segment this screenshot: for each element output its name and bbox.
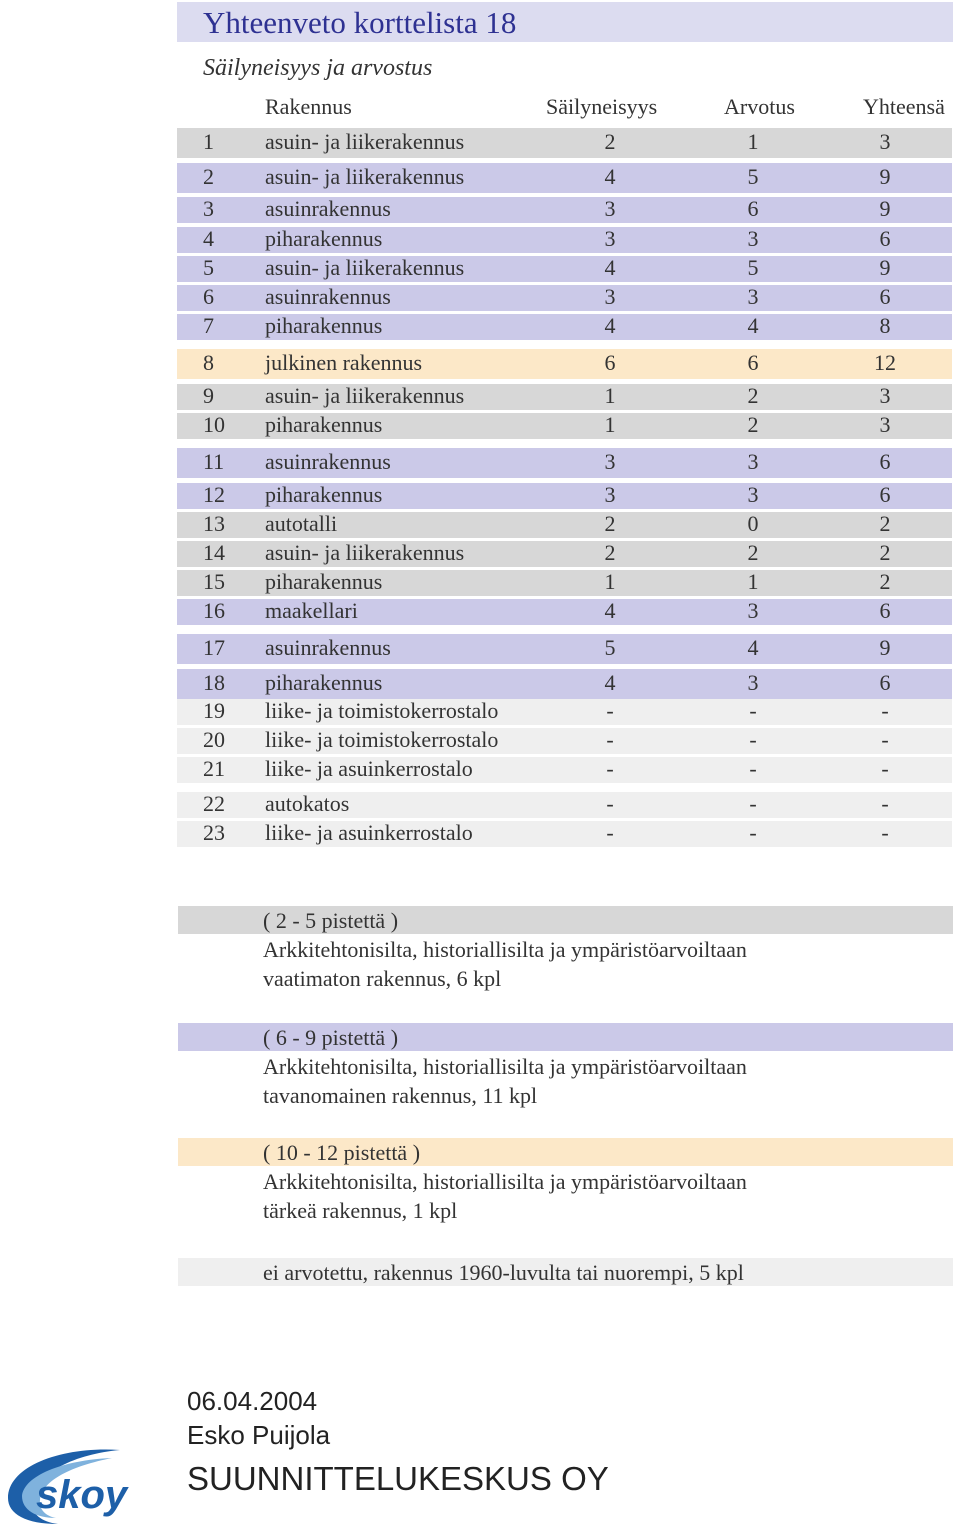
valuation-value: 1 xyxy=(747,569,759,594)
total-value: 2 xyxy=(879,569,891,594)
total-value: 6 xyxy=(879,670,891,695)
legend-text: ( 2 - 5 pistettä ) xyxy=(263,908,399,933)
preservation-value: 3 xyxy=(604,284,616,309)
row-number: 20 xyxy=(203,727,225,752)
preservation-value: 3 xyxy=(604,482,616,507)
building-name: liike- ja toimistokerrostalo xyxy=(265,727,499,752)
row-number: 16 xyxy=(203,598,225,623)
table-row xyxy=(177,163,952,193)
row-number: 11 xyxy=(203,449,225,474)
building-name: julkinen rakennus xyxy=(265,350,423,375)
building-name: liike- ja asuinkerrostalo xyxy=(265,820,473,845)
total-value: 2 xyxy=(879,540,891,565)
header-valuation: Arvotus xyxy=(724,94,795,119)
building-name: asuin- ja liikerakennus xyxy=(265,129,465,154)
valuation-value: 5 xyxy=(747,164,759,189)
preservation-value: 4 xyxy=(604,164,616,189)
skoy-logo-icon xyxy=(2,1438,152,1528)
building-name: liike- ja toimistokerrostalo xyxy=(265,698,499,723)
row-number: 7 xyxy=(203,313,214,338)
row-number: 10 xyxy=(203,412,225,437)
row-number: 4 xyxy=(203,226,214,251)
table-row xyxy=(177,792,952,818)
preservation-value: 2 xyxy=(604,129,616,154)
valuation-value: 2 xyxy=(747,540,759,565)
table-row xyxy=(177,413,952,439)
legend-text: Arkkitehtonisilta, historiallisilta ja ympäristöarvoiltaan xyxy=(263,937,747,962)
total-value: - xyxy=(881,791,889,816)
valuation-value: - xyxy=(749,756,757,781)
preservation-value: 1 xyxy=(604,569,616,594)
building-name: asuinrakennus xyxy=(265,449,391,474)
table-row xyxy=(177,512,952,538)
building-name: piharakennus xyxy=(265,226,383,251)
total-value: - xyxy=(881,756,889,781)
valuation-value: 4 xyxy=(747,635,759,660)
row-number: 9 xyxy=(203,383,214,408)
table-row xyxy=(177,699,952,725)
table-row xyxy=(177,285,952,311)
preservation-value: 1 xyxy=(604,383,616,408)
table-row xyxy=(177,227,952,253)
table-row xyxy=(177,541,952,567)
total-value: - xyxy=(881,698,889,723)
building-name: asuin- ja liikerakennus xyxy=(265,540,465,565)
total-value: 6 xyxy=(879,598,891,623)
header-building: Rakennus xyxy=(265,94,352,119)
valuation-value: 4 xyxy=(747,313,759,338)
table-row xyxy=(177,128,952,158)
total-value: 12 xyxy=(874,350,896,375)
preservation-value: 4 xyxy=(604,670,616,695)
preservation-value: - xyxy=(606,820,614,845)
page-subtitle: Säilyneisyys ja arvostus xyxy=(203,55,433,81)
building-name: asuin- ja liikerakennus xyxy=(265,383,465,408)
table-row xyxy=(177,256,952,282)
valuation-value: 1 xyxy=(747,129,759,154)
valuation-value: 3 xyxy=(747,226,759,251)
row-number: 14 xyxy=(203,540,225,565)
building-name: piharakennus xyxy=(265,412,383,437)
footer-author: Esko Puijola xyxy=(187,1420,331,1450)
preservation-value: 1 xyxy=(604,412,616,437)
table-row xyxy=(177,483,952,509)
page-title: Yhteenveto korttelista 18 xyxy=(203,5,517,40)
preservation-value: 3 xyxy=(604,196,616,221)
valuation-value: 5 xyxy=(747,255,759,280)
building-name: piharakennus xyxy=(265,482,383,507)
row-number: 6 xyxy=(203,284,214,309)
row-number: 2 xyxy=(203,164,214,189)
preservation-value: 3 xyxy=(604,226,616,251)
building-name: liike- ja asuinkerrostalo xyxy=(265,756,473,781)
table-row xyxy=(177,197,952,223)
preservation-value: 2 xyxy=(604,540,616,565)
total-value: 9 xyxy=(879,164,891,189)
total-value: 6 xyxy=(879,482,891,507)
total-value: - xyxy=(881,820,889,845)
preservation-value: 3 xyxy=(604,449,616,474)
building-name: asuin- ja liikerakennus xyxy=(265,255,465,280)
footer-company: SUUNNITTELUKESKUS OY xyxy=(187,1460,609,1497)
valuation-value: 3 xyxy=(747,449,759,474)
building-name: piharakennus xyxy=(265,313,383,338)
preservation-value: 2 xyxy=(604,511,616,536)
row-number: 15 xyxy=(203,569,225,594)
total-value: 9 xyxy=(879,255,891,280)
legend-text: tavanomainen rakennus, 11 kpl xyxy=(263,1083,538,1108)
building-name: maakellari xyxy=(265,598,358,623)
valuation-value: 6 xyxy=(747,350,759,375)
row-number: 5 xyxy=(203,255,214,280)
preservation-value: 4 xyxy=(604,598,616,623)
preservation-value: 6 xyxy=(604,350,616,375)
valuation-value: 3 xyxy=(747,670,759,695)
building-name: asuinrakennus xyxy=(265,196,391,221)
row-number: 13 xyxy=(203,511,225,536)
table-row xyxy=(177,821,952,847)
table-row xyxy=(177,448,952,478)
table-row xyxy=(177,570,952,596)
row-number: 21 xyxy=(203,756,225,781)
row-number: 17 xyxy=(203,635,225,660)
building-name: piharakennus xyxy=(265,670,383,695)
building-name: piharakennus xyxy=(265,569,383,594)
legend-text: vaatimaton rakennus, 6 kpl xyxy=(263,966,502,991)
valuation-value: 0 xyxy=(747,511,759,536)
row-number: 18 xyxy=(203,670,225,695)
valuation-value: 2 xyxy=(747,383,759,408)
building-name: autotalli xyxy=(265,511,338,536)
header-total: Yhteensä xyxy=(863,94,945,119)
table-row xyxy=(177,634,952,664)
table-row xyxy=(177,314,952,340)
building-name: asuinrakennus xyxy=(265,635,391,660)
table-row xyxy=(177,599,952,625)
header-preservation: Säilyneisyys xyxy=(546,94,658,119)
total-value: 3 xyxy=(879,412,891,437)
footer-date: 06.04.2004 xyxy=(187,1386,318,1416)
row-number: 23 xyxy=(203,820,225,845)
row-number: 3 xyxy=(203,196,214,221)
valuation-value: 2 xyxy=(747,412,759,437)
valuation-value: - xyxy=(749,791,757,816)
legend-text: tärkeä rakennus, 1 kpl xyxy=(263,1198,458,1223)
legend-text: ei arvotettu, rakennus 1960-luvulta tai nuorempi, 5 kpl xyxy=(263,1260,744,1285)
building-name: asuin- ja liikerakennus xyxy=(265,164,465,189)
preservation-value: - xyxy=(606,727,614,752)
building-name: autokatos xyxy=(265,791,350,816)
row-number: 8 xyxy=(203,350,214,375)
preservation-value: - xyxy=(606,698,614,723)
total-value: 6 xyxy=(879,449,891,474)
valuation-value: 3 xyxy=(747,284,759,309)
valuation-value: 3 xyxy=(747,482,759,507)
legend-text: Arkkitehtonisilta, historiallisilta ja ympäristöarvoiltaan xyxy=(263,1169,747,1194)
legend-text: ( 6 - 9 pistettä ) xyxy=(263,1025,399,1050)
total-value: 2 xyxy=(879,511,891,536)
valuation-value: - xyxy=(749,727,757,752)
table-row xyxy=(177,384,952,410)
total-value: 9 xyxy=(879,635,891,660)
preservation-value: 4 xyxy=(604,313,616,338)
total-value: 9 xyxy=(879,196,891,221)
table-row xyxy=(177,728,952,754)
total-value: 3 xyxy=(879,129,891,154)
legend-text: Arkkitehtonisilta, historiallisilta ja ympäristöarvoiltaan xyxy=(263,1054,747,1079)
logo-text: skoy xyxy=(36,1473,128,1517)
total-value: - xyxy=(881,727,889,752)
row-number: 19 xyxy=(203,698,225,723)
table-row xyxy=(177,669,952,699)
preservation-value: - xyxy=(606,791,614,816)
valuation-value: 6 xyxy=(747,196,759,221)
total-value: 6 xyxy=(879,226,891,251)
total-value: 8 xyxy=(879,313,891,338)
table-row xyxy=(177,757,952,783)
row-number: 1 xyxy=(203,129,214,154)
row-number: 22 xyxy=(203,791,225,816)
valuation-value: - xyxy=(749,698,757,723)
valuation-value: 3 xyxy=(747,598,759,623)
preservation-value: 4 xyxy=(604,255,616,280)
total-value: 3 xyxy=(879,383,891,408)
row-number: 12 xyxy=(203,482,225,507)
preservation-value: 5 xyxy=(604,635,616,660)
table-row xyxy=(177,349,952,379)
valuation-value: - xyxy=(749,820,757,845)
legend-text: ( 10 - 12 pistettä ) xyxy=(263,1140,421,1165)
building-name: asuinrakennus xyxy=(265,284,391,309)
total-value: 6 xyxy=(879,284,891,309)
preservation-value: - xyxy=(606,756,614,781)
